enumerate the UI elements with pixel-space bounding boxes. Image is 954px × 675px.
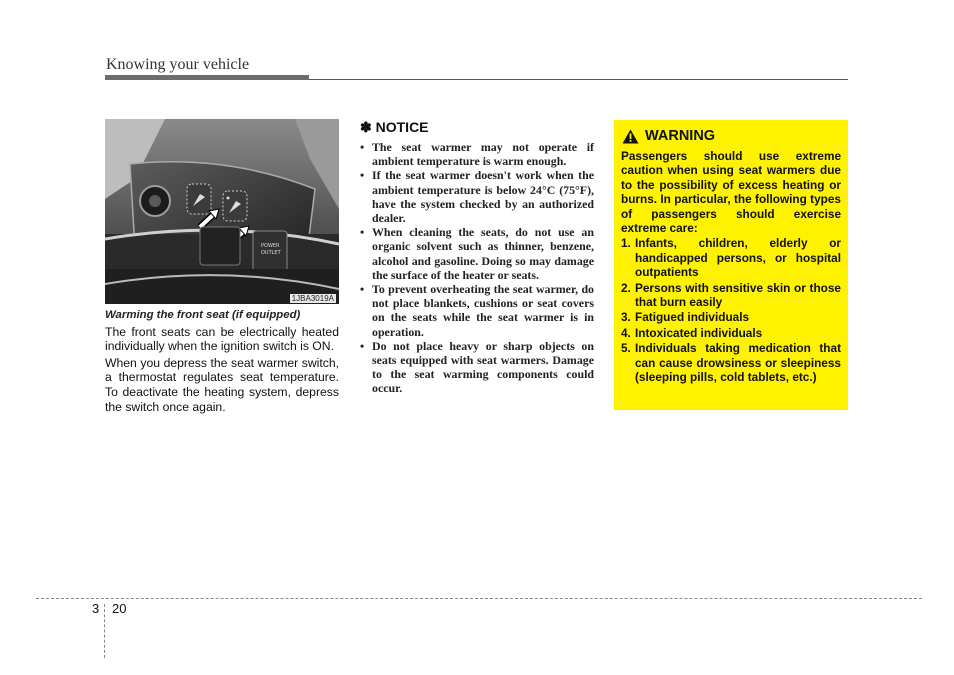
- power-outlet-label-2: OUTLET: [261, 250, 281, 256]
- warning-body: [621, 149, 841, 386]
- power-outlet-label: POWER: [261, 243, 280, 249]
- console-illustration: [105, 119, 339, 304]
- header-rule: [309, 79, 848, 80]
- warning-item: 3. Fatigued individuals: [621, 310, 750, 325]
- chapter-number: 3: [92, 601, 100, 616]
- warning-item: 1. Infants, children, elderly or handicapped persons, or hospital outpatients: [621, 236, 841, 280]
- notice-asterisk-icon: ✽: [360, 119, 372, 135]
- figure-code: 1JBA3019A: [291, 294, 334, 303]
- notice-item: • Do not place heavy or sharp objects on seats equipped with seat warmers. Damage to the seat warming components could occur.: [360, 338, 594, 396]
- warning-item: 2. Persons with sensitive skin or those that burn easily: [621, 280, 841, 310]
- notice-item: • When cleaning the seats, do not use an organic solvent such as thinner, benzene, alcohol and gasoline. Doing so may damage the surface of the heater or seats.: [360, 225, 594, 282]
- left-column: [105, 308, 339, 416]
- page-number: 20: [112, 601, 127, 616]
- warning-title: WARNING: [645, 128, 716, 144]
- notice-section: [360, 119, 594, 396]
- notice-list: [360, 140, 594, 396]
- paragraph-thermostat: When you depress the seat warmer switch, a thermostat regulates seat temperature. To deactivate the heating system, depress the switch once again.: [105, 355, 339, 414]
- footer-divider: [104, 604, 105, 658]
- notice-item: • To prevent overheating the seat warmer, do not place blankets, cushions or seat covers on the seats while the seat warmer is in operation.: [360, 282, 594, 339]
- warning-intro: Passengers should use extreme caution when using seat warmers due to the possibility of excess heating or burns. In particular, the following types of passengers should exercise extreme care:: [621, 149, 841, 236]
- footer-rule: [36, 598, 922, 599]
- paragraph-heated-seats: The front seats can be electrically heated individually when the ignition switch is ON.: [105, 324, 339, 354]
- header-accent-bar: [105, 75, 309, 80]
- notice-item: • If the seat warmer doesn't work when the ambient temperature is below 24°C (75°F), have the system checked by an authorized dealer.: [360, 168, 594, 226]
- notice-title: NOTICE: [375, 119, 429, 135]
- warning-heading: [622, 128, 715, 144]
- warning-box: [614, 120, 848, 410]
- page-header-title: Knowing your vehicle: [106, 56, 250, 73]
- warning-item: 4. Intoxicated individuals: [621, 325, 763, 340]
- notice-item: • The seat warmer may not operate if ambient temperature is warm enough.: [360, 140, 594, 169]
- figure-caption: Warming the front seat (if equipped): [105, 309, 301, 321]
- notice-heading: [360, 119, 594, 136]
- warning-list: [621, 236, 841, 384]
- warning-triangle-icon: [622, 129, 639, 144]
- seat-warmer-photo: [105, 119, 339, 304]
- warning-item: 5. Individuals taking medication that can cause drowsiness or sleepiness (sleeping pills, cold tablets, etc.): [621, 341, 841, 385]
